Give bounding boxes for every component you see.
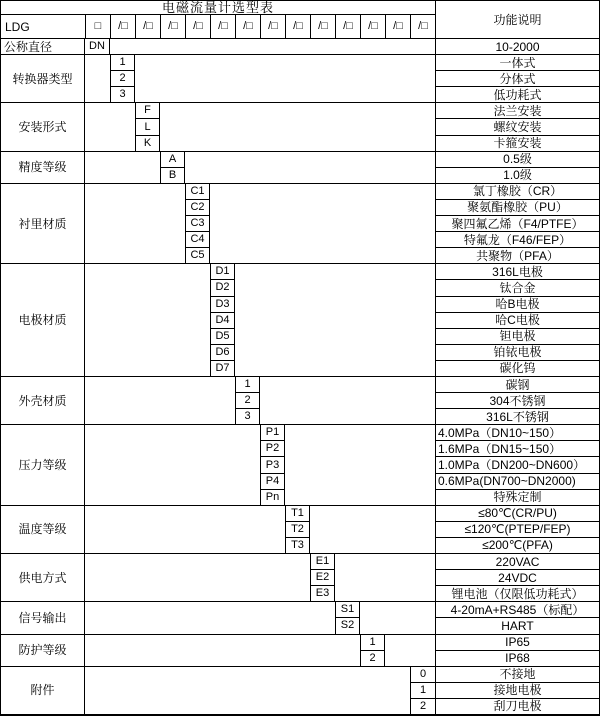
category-description: 接地电极 [435, 683, 599, 699]
category-description: 聚四氟乙烯（F4/PTFE） [435, 216, 599, 232]
category-description: ≤80℃(CR/PU) [435, 506, 599, 522]
category-code: DN [85, 39, 110, 55]
category-code: C1 [185, 184, 210, 200]
spacer-cell [385, 635, 435, 667]
category-description: 特氟龙（F46/FEP） [435, 232, 599, 248]
category-description: 0.5级 [435, 152, 599, 168]
category-description: 哈C电极 [435, 313, 599, 329]
category-code: 1 [110, 55, 135, 71]
category-code: D4 [210, 313, 235, 329]
category-code: 0 [410, 667, 435, 683]
category-code: L [135, 119, 160, 135]
category-description: 4-20mA+RS485（标配） [435, 602, 599, 618]
model-box-cell: /□ [410, 15, 435, 39]
spacer-cell [235, 264, 435, 377]
category-code: 3 [110, 87, 135, 103]
category-label: 转换器类型 [1, 55, 85, 103]
spacer-cell [160, 103, 435, 151]
category-description: 铂铱电极 [435, 345, 599, 361]
category-description: 哈B电极 [435, 297, 599, 313]
category-label: 附件 [1, 667, 85, 715]
category-code: P2 [260, 441, 285, 457]
spacer-cell [310, 506, 435, 554]
category-description: 316L不锈钢 [435, 409, 599, 425]
category-description: 碳钢 [435, 377, 599, 393]
model-box-cell: /□ [285, 15, 310, 39]
category-description: 0.6MPa(DN700~DN2000) [435, 474, 599, 490]
category-description: ≤120℃(PTEP/FEP) [435, 522, 599, 538]
category-description: 24VDC [435, 570, 599, 586]
category-description: ≤200℃(PFA) [435, 538, 599, 554]
category-description: 不接地 [435, 667, 599, 683]
category-description: IP68 [435, 651, 599, 667]
category-description: 螺纹安装 [435, 119, 599, 135]
category-description: 法兰安装 [435, 103, 599, 119]
category-description: 10-2000 [435, 39, 599, 55]
category-code: F [135, 103, 160, 119]
category-label: 电极材质 [1, 264, 85, 377]
category-code: 2 [235, 393, 260, 409]
category-description: 304不锈钢 [435, 393, 599, 409]
category-code: S2 [335, 618, 360, 634]
category-code: C2 [185, 200, 210, 216]
model-box-cell: /□ [335, 15, 360, 39]
category-description: 220VAC [435, 554, 599, 570]
spacer-cell [85, 425, 260, 505]
category-description: 钽电极 [435, 329, 599, 345]
category-description: 1.6MPa（DN15~150） [435, 441, 599, 457]
model-box-cell: /□ [110, 15, 135, 39]
spacer-cell [210, 184, 435, 264]
spacer-cell [85, 635, 360, 667]
model-box-cell: /□ [260, 15, 285, 39]
model-box-cell: /□ [310, 15, 335, 39]
category-code: C3 [185, 216, 210, 232]
spacer-cell [185, 152, 435, 184]
model-box-cell: /□ [160, 15, 185, 39]
category-label: 精度等级 [1, 152, 85, 184]
table-title: 电磁流量计选型表 [1, 1, 435, 15]
category-code: A [160, 152, 185, 168]
category-code: 2 [360, 651, 385, 667]
category-code: C5 [185, 248, 210, 264]
category-code: Pn [260, 490, 285, 506]
category-label: 防护等级 [1, 635, 85, 667]
category-description: 锂电池（仅限低功耗式） [435, 586, 599, 602]
model-prefix: LDG [1, 15, 85, 39]
function-column-header: 功能说明 [435, 1, 599, 39]
category-description: 碳化钨 [435, 361, 599, 377]
category-label: 供电方式 [1, 554, 85, 602]
category-code: S1 [335, 602, 360, 618]
category-code: 1 [410, 683, 435, 699]
category-code: T3 [285, 538, 310, 554]
category-label: 信号输出 [1, 602, 85, 634]
category-code: 3 [235, 409, 260, 425]
spacer-cell [360, 602, 435, 634]
category-code: D1 [210, 264, 235, 280]
model-box-cell: /□ [235, 15, 260, 39]
model-box-cell: /□ [360, 15, 385, 39]
spacer-cell [85, 602, 335, 634]
spacer-cell [85, 506, 285, 554]
category-code: 2 [110, 71, 135, 87]
category-code: E1 [310, 554, 335, 570]
category-description: IP65 [435, 635, 599, 651]
spacer-cell [85, 55, 110, 103]
category-description: 卡箍安装 [435, 136, 599, 152]
category-code: D5 [210, 329, 235, 345]
category-description: 分体式 [435, 71, 599, 87]
category-description: 1.0级 [435, 168, 599, 184]
category-description: HART [435, 618, 599, 634]
spacer-cell [85, 103, 135, 151]
category-description: 低功耗式 [435, 87, 599, 103]
category-description: 4.0MPa（DN10~150） [435, 425, 599, 441]
spacer-cell [85, 184, 185, 264]
category-code: P1 [260, 425, 285, 441]
spacer-cell [335, 554, 435, 602]
category-code: T1 [285, 506, 310, 522]
category-code: D7 [210, 361, 235, 377]
model-box-cell: /□ [185, 15, 210, 39]
spacer-cell [85, 152, 160, 184]
category-code: 1 [235, 377, 260, 393]
model-box-cell: /□ [135, 15, 160, 39]
category-description: 刮刀电极 [435, 699, 599, 715]
category-description: 钛合金 [435, 280, 599, 296]
category-label: 衬里材质 [1, 184, 85, 264]
spacer-cell [285, 425, 435, 505]
spacer-cell [85, 554, 310, 602]
model-box-cell: /□ [385, 15, 410, 39]
category-label: 温度等级 [1, 506, 85, 554]
category-code: D3 [210, 297, 235, 313]
spacer-cell [85, 264, 210, 377]
model-box-cell: □ [85, 15, 110, 39]
category-description: 一体式 [435, 55, 599, 71]
spacer-cell [85, 377, 235, 425]
category-code: K [135, 136, 160, 152]
category-description: 316L电极 [435, 264, 599, 280]
category-label: 压力等级 [1, 425, 85, 505]
spacer-cell [110, 39, 435, 55]
category-label: 安装形式 [1, 103, 85, 151]
category-description: 氯丁橡胶（CR） [435, 184, 599, 200]
category-code: C4 [185, 232, 210, 248]
category-code: D2 [210, 280, 235, 296]
category-code: P3 [260, 457, 285, 473]
category-code: D6 [210, 345, 235, 361]
category-code: T2 [285, 522, 310, 538]
category-label: 公称直径 [1, 39, 85, 55]
category-code: 2 [410, 699, 435, 715]
spacer-cell [85, 667, 410, 715]
category-code: 1 [360, 635, 385, 651]
category-description: 1.0MPa（DN200~DN600） [435, 457, 599, 473]
spacer-cell [135, 55, 435, 103]
category-code: B [160, 168, 185, 184]
category-code: E2 [310, 570, 335, 586]
model-box-cell: /□ [210, 15, 235, 39]
category-description: 聚氨酯橡胶（PU） [435, 200, 599, 216]
category-description: 共聚物（PFA） [435, 248, 599, 264]
category-code: E3 [310, 586, 335, 602]
spacer-cell [260, 377, 435, 425]
category-label: 外壳材质 [1, 377, 85, 425]
category-description: 特殊定制 [435, 490, 599, 506]
category-code: P4 [260, 474, 285, 490]
